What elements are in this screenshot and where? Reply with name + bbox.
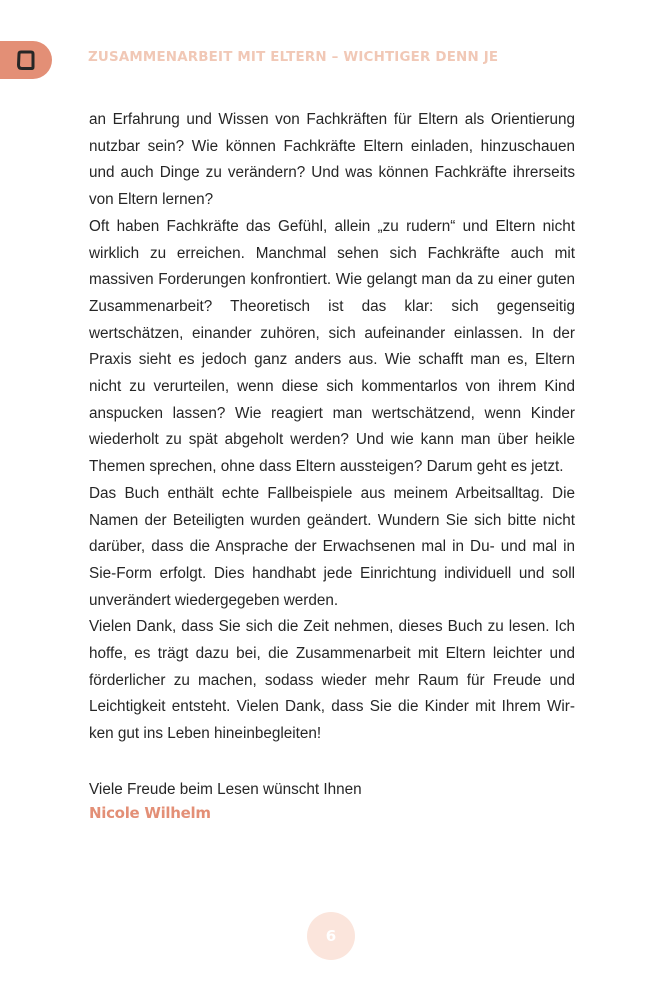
- author-signature: Nicole Wilhelm: [89, 804, 211, 822]
- paragraph: Oft haben Fachkräfte das Gefühl, allein „zu rudern“ und Eltern nicht wirklich zu erreichen. Manchmal sehen sich Fachkräfte auch mit massiven Forderungen konfrontiert. Wie gelangt man da zu einer guten Zusammenarbeit? Theoretisch ist das klar: sich gegenseitig wertschätzen, einander zuhören, sich aufeinander einlassen. In der Praxis sieht es jedoch ganz anders aus. Wie schafft man es, Eltern nicht zu verurteilen, wenn diese sich kommentarlos von ihrem Kind anspucken lassen? Wie reagiert man wertschätzend, wenn Kinder wiederholt zu spät abgeholt werden? Und wie kann man über heikle Themen sprechen, ohne dass Eltern aussteigen? Darum geht es jetzt.: [89, 217, 575, 476]
- paragraph: Vielen Dank, dass Sie sich die Zeit nehmen, dieses Buch zu lesen. Ich hoffe, es trägt dazu bei, die Zusammenarbeit mit Eltern leichter und förderlicher zu machen, sodass wieder mehr Raum für Freude und Leichtigkeit entsteht. Vielen Dank, dass Sie die Kinder mit Ihrem Wirken gut ins Leben hineinbegleiten!: [89, 618, 575, 743]
- speech-bubble-icon: [16, 50, 35, 70]
- page-number: 6: [325, 927, 337, 945]
- chapter-tab: [0, 41, 52, 79]
- paragraph: an Erfahrung und Wissen von Fachkräften für Eltern als Orientierung nutzbar sein? Wie können Fachkräfte Eltern einladen, hinzuschauen und auch Dinge zu verändern? Und was können Fachkräfte ihrerseits von Eltern lernen?: [89, 111, 575, 209]
- closing-line: Viele Freude beim Lesen wünscht Ihnen: [89, 781, 362, 798]
- page-number-badge: [307, 912, 355, 960]
- running-header: ZUSAMMENARBEIT MIT ELTERN – WICHTIGER DENN JE: [88, 50, 499, 65]
- paragraph: Das Buch enthält echte Fallbeispiele aus meinem Arbeitsalltag. Die Namen der Beteiligten wurden geändert. Wundern Sie sich bitte nicht darüber, dass die Ansprache der Erwachsenen mal in Du- und mal in Sie-Form erfolgt. Dies handhabt jede Einrichtung individuell und soll unverändert wiedergegeben werden.: [89, 484, 575, 609]
- main-text: [89, 107, 575, 748]
